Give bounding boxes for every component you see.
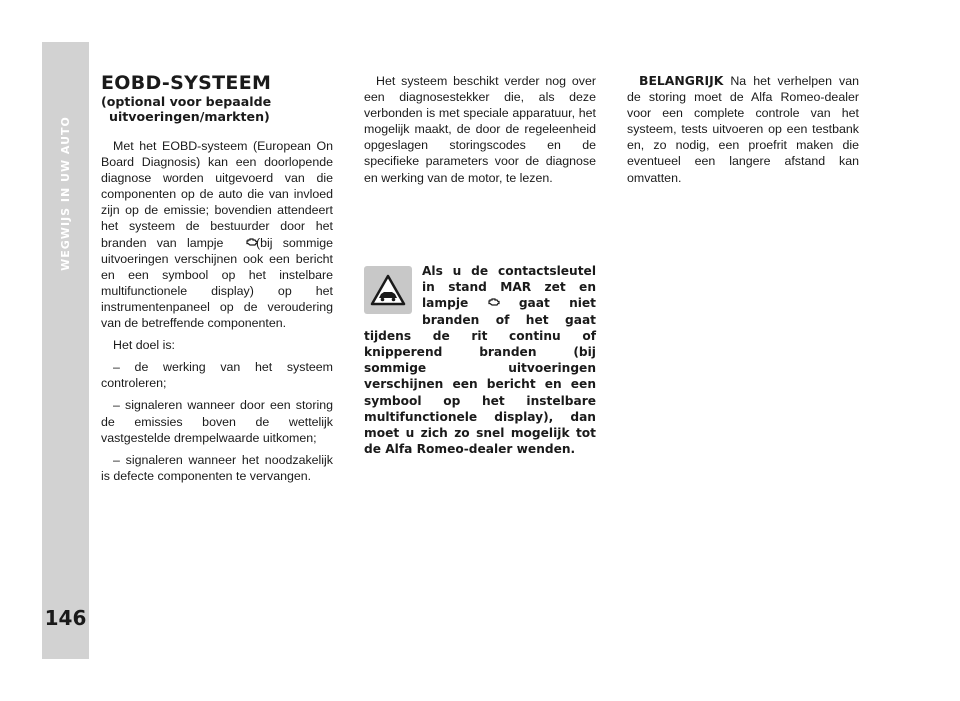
column-right <box>627 73 859 192</box>
intro-text-1: Met het EOBD-systeem (European On Board Diagnosis) kan een doorlopende diagnose worden uitgevoerd van die componenten op de auto die van invloed zijn op de emissie; bovendien attendeert het systeem de bestuurder door het branden van lampje <box>101 139 333 250</box>
engine-check-lamp-icon <box>234 236 246 247</box>
warning-text-1: Als u de contactsleutel in stand MAR zet en lampje <box>422 264 596 311</box>
engine-check-lamp-icon <box>488 296 500 307</box>
page-title: EOBD-SYSTEEM <box>101 72 272 94</box>
section-title-vertical <box>42 68 89 318</box>
column-middle <box>364 73 596 192</box>
important-paragraph <box>627 73 859 186</box>
important-text: Na het verhelpen van de storing moet de Alfa Romeo-dealer voor een complete controle van het systeem, tests uitvoeren op een testbank en, zo nodig, een proefrit maken die eventueel een langere afstand kan omvatten. <box>627 74 859 185</box>
list-item: – signaleren wanneer door een storing de emissies boven de wettelijk vastgestelde drempelwaarde uitkomen; <box>101 398 333 445</box>
column-left <box>101 72 333 490</box>
important-label: BELANGRIJK <box>639 73 724 88</box>
intro-text-2: (bij sommige uitvoeringen verschijnen ook een bericht en een symbool op het instelbare multifunctionele display) op het instrumentenpaneel op de veroudering van de betreffende componenten. <box>101 235 333 331</box>
list-item: – signaleren wanneer het noodzakelijk is defecte componenten te vervangen. <box>101 452 333 483</box>
subtitle-line-1: (optional voor bepaalde <box>101 94 272 109</box>
warning-triangle-car-icon <box>364 266 412 314</box>
purpose-heading: Het doel is: <box>113 338 175 353</box>
warning-text-2: gaat niet branden of het gaat tijdens de rit continu of knipperend branden (bij sommige uitvoeringen verschijnen een bericht en een symbool op het instelbare multifunctionele display), dan moet u zich zo snel mogelijk tot de Alfa Romeo-dealer wenden. <box>364 296 597 457</box>
section-title: WEGWIJS IN UW AUTO <box>59 115 73 271</box>
page-subtitle <box>101 94 333 124</box>
page-number: 146 <box>44 606 87 630</box>
subtitle-line-2: uitvoeringen/markten) <box>109 109 270 124</box>
warning-block <box>364 263 596 457</box>
list-item: – de werking van het systeem controleren; <box>101 360 333 391</box>
diagnosis-paragraph: Het systeem beschikt verder nog over een diagnosestekker die, als deze verbonden is met speciale apparatuur, het mogelijk maakt, de door de regeleenheid opgeslagen storingscodes en de specifieke parameters voor de diagnose en werking van de motor, te lezen. <box>364 74 596 185</box>
intro-paragraph <box>101 138 333 331</box>
